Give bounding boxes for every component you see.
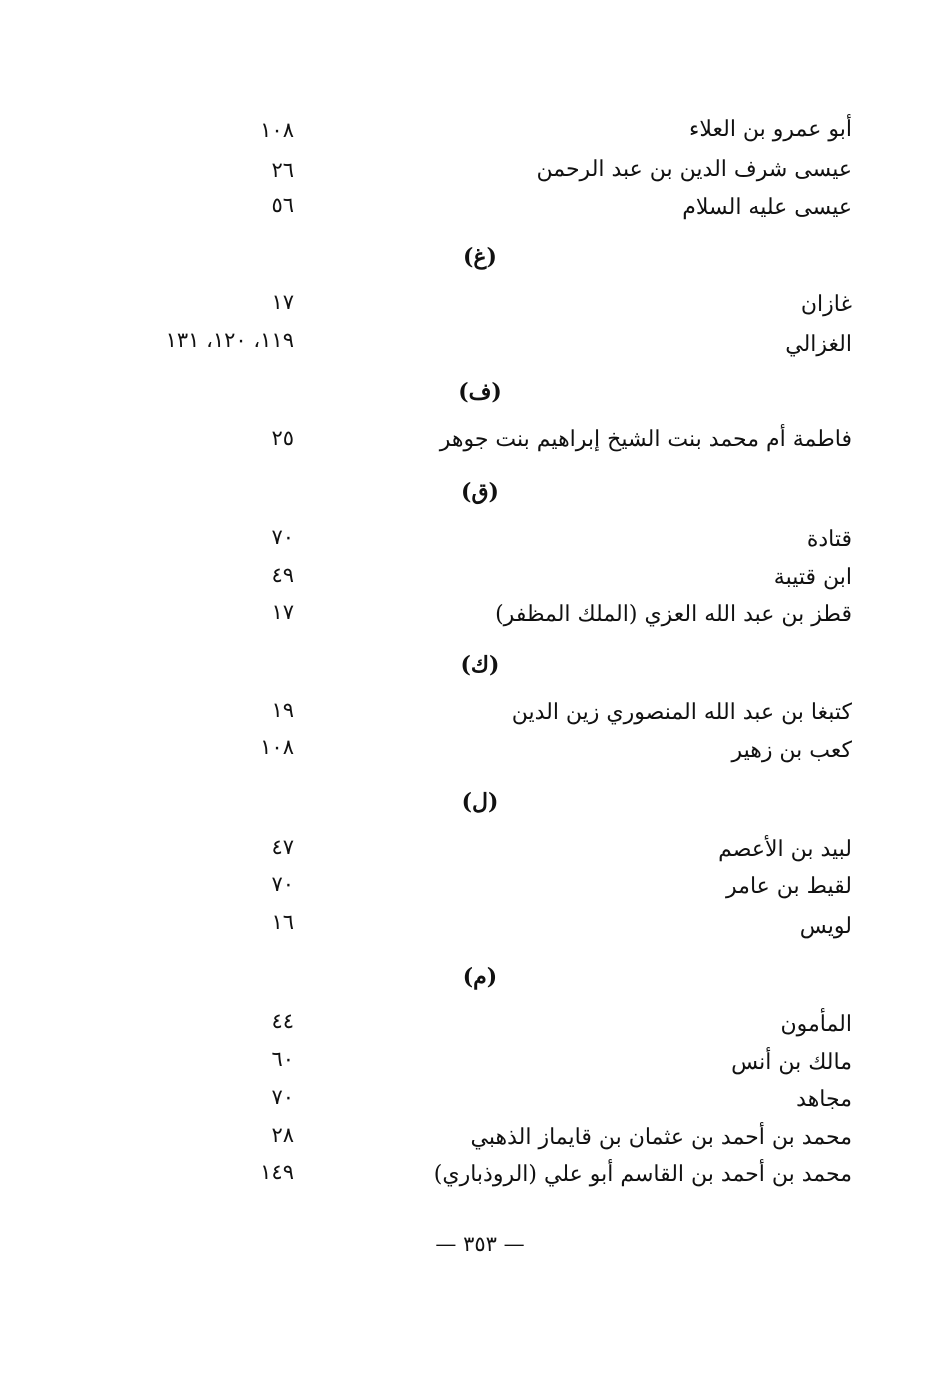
section-letter: (غ) [463, 244, 497, 270]
section-letter: (ل) [461, 789, 499, 815]
entry-pages: ١٠٨ [260, 735, 294, 759]
entry-pages: ٥٦ [271, 193, 294, 217]
entry-name: أبو عمرو بن العلاء [689, 117, 852, 142]
entry-name: لويس [799, 914, 852, 939]
entry-pages: ١٠٨ [260, 118, 294, 142]
entry-name: غازان [800, 292, 852, 317]
entry-name: مالك بن أنس [731, 1050, 852, 1075]
section-letter: (ق) [461, 479, 499, 505]
entry-name: محمد بن أحمد بن عثمان بن قايماز الذهبي [470, 1125, 852, 1150]
section-letter: (ف) [458, 379, 502, 405]
entry-name: قتادة [806, 527, 852, 552]
entry-pages: ١٧ [271, 600, 294, 624]
entry-pages: ١٩ [271, 698, 294, 722]
entry-pages: ٢٦ [271, 158, 294, 182]
entry-name: مجاهد [796, 1087, 852, 1112]
entry-pages: ٧٠ [271, 525, 294, 549]
entry-pages: ٤٤ [271, 1009, 294, 1033]
entry-pages: ١٧ [271, 290, 294, 314]
entry-name: كتبغا بن عبد الله المنصوري زين الدين [511, 700, 852, 725]
page-number: — ٣٥٣ — [435, 1232, 525, 1256]
entry-name: كعب بن زهير [731, 738, 852, 763]
entry-name: لبيد بن الأعصم [718, 837, 852, 862]
entry-name: فاطمة أم محمد بنت الشيخ إبراهيم بنت جوهر [439, 427, 852, 452]
entry-pages: ٤٩ [271, 563, 294, 587]
entry-pages: ١٤٩ [260, 1160, 294, 1184]
entry-name: ابن قتيبة [773, 565, 852, 590]
entry-pages: ٦٠ [271, 1047, 294, 1071]
entry-name: الغزالي [785, 332, 852, 357]
entry-pages: ٢٥ [271, 426, 294, 450]
entry-pages: ٢٨ [271, 1123, 294, 1147]
entry-name: عيسى عليه السلام [682, 195, 852, 220]
entry-pages: ٧٠ [271, 872, 294, 896]
entry-pages: ٤٧ [271, 835, 294, 859]
entry-pages: ١٦ [271, 910, 294, 934]
entry-name: عيسى شرف الدين بن عبد الرحمن [536, 157, 852, 182]
section-letter: (م) [462, 964, 498, 990]
entry-pages: ١١٩، ١٢٠، ١٣١ [165, 328, 294, 352]
section-letter: (ك) [460, 652, 500, 678]
entry-name: محمد بن أحمد بن القاسم أبو علي (الروذباري) [433, 1162, 852, 1187]
entry-pages: ٧٠ [271, 1085, 294, 1109]
entry-name: قطز بن عبد الله العزي (الملك المظفر) [495, 602, 852, 627]
entry-name: لقيط بن عامر [726, 874, 852, 899]
entry-name: المأمون [780, 1012, 852, 1037]
